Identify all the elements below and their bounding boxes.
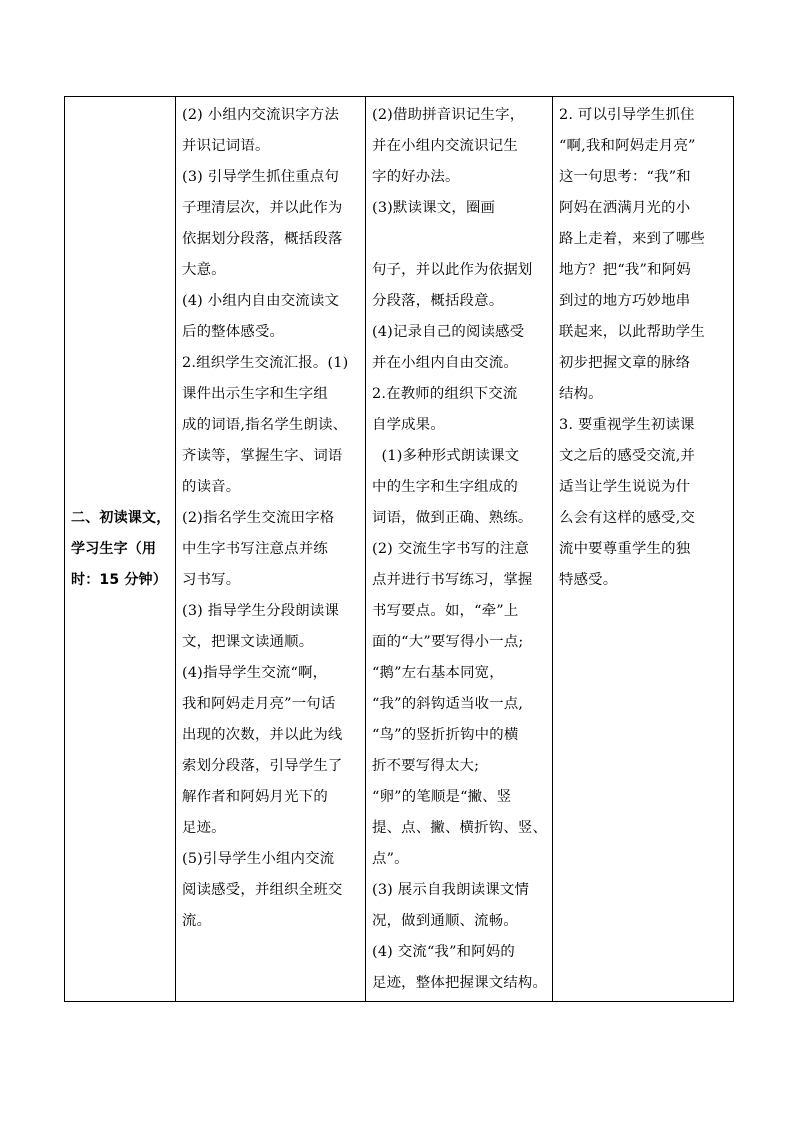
teacher-activity-line: 出现的次数，并以此为线 [182, 727, 343, 743]
teacher-activity-line: 课件出示生字和生字组 [182, 386, 328, 402]
design-intent-line: 适当让学生说说为什 [559, 479, 691, 495]
teacher-activity-line: (5)引导学生小组内交流 [182, 851, 335, 867]
student-activity-line: 书写要点。如，“牵”上 [372, 603, 519, 619]
design-intent-line: 2. 可以引导学生抓住 [559, 107, 695, 123]
teacher-activity-line: 流。 [182, 913, 212, 929]
teacher-activity-line: 足迹。 [182, 820, 226, 836]
student-activity-line: 字的好办法。 [372, 169, 460, 185]
teacher-activity-line: (2) 小组内交流识字方法 [182, 107, 340, 123]
student-activity-line: 2.在教师的组织下交流 [372, 386, 518, 402]
design-intent-line: “啊,我和阿妈走月亮” [559, 138, 696, 154]
teacher-activity-line: 解作者和阿妈月光下的 [182, 789, 328, 805]
teacher-activity-line: 阅读感受，并组织全班交 [182, 882, 343, 898]
teacher-activity-line: 子理清层次，并以此作为 [182, 200, 343, 216]
student-activity-line: 点并进行书写练习，掌握 [372, 572, 533, 588]
teacher-activity-line: 大意。 [182, 262, 226, 278]
design-intent-line: 地方？把“我”和阿妈 [559, 262, 691, 278]
student-activity-line: 并在小组内交流识记生 [372, 138, 518, 154]
teacher-activity-line: 我和阿妈走月亮”一句话 [182, 696, 336, 712]
teacher-activity-line: 后的整体感受。 [182, 324, 285, 340]
teacher-activity-line: 中生字书写注意点并练 [182, 541, 328, 557]
student-activity-line: 中的生字和生字组成的 [372, 479, 518, 495]
teacher-activity-line: 并识记词语。 [182, 138, 270, 154]
teacher-activity-cell [176, 97, 366, 1002]
lesson-plan-table [64, 96, 734, 1002]
student-activity-line: (3) 展示自我朗读课文情 [372, 882, 530, 898]
student-activity-line: (4)记录自己的阅读感受 [372, 324, 525, 340]
teacher-activity-line: (3) 引导学生抓住重点句 [182, 169, 340, 185]
design-intent-line: 特感受。 [559, 572, 618, 588]
student-activity-line: (2)借助拼音识记生字， [372, 107, 525, 123]
teacher-activity-line: (4)指导学生交流“啊， [182, 665, 328, 681]
student-activity-line: “我”的斜钩适当收一点, [372, 696, 524, 712]
teacher-activity-line: 的读音。 [182, 479, 241, 495]
section-title-line: 二、初读课文， [71, 509, 171, 526]
design-intent-line: 初步把握文章的脉络 [559, 355, 691, 371]
design-intent-line: 到过的地方巧妙地串 [559, 293, 691, 309]
design-intent-line: 3. 要重视学生初读课 [559, 417, 695, 433]
design-intent-line: 结构。 [559, 386, 603, 402]
student-activity-line: (3)默读课文，圈画 [372, 200, 496, 216]
teacher-activity-line: (4) 小组内自由交流读文 [182, 293, 340, 309]
design-intent-line: 路上走着，来到了哪些 [559, 231, 705, 247]
student-activity-line: 足迹，整体把握课文结构。 [372, 975, 548, 991]
student-activity-cell [366, 97, 553, 1002]
design-intent-line: 么会有这样的感受,交 [559, 510, 696, 526]
student-activity-line: 并在小组内自由交流。 [372, 355, 518, 371]
design-intent-cell [553, 97, 734, 1002]
teacher-activity-line: (3) 指导学生分段朗读课 [182, 603, 340, 619]
section-title [65, 503, 170, 596]
teacher-activity-line: 齐读等，掌握生字、词语 [182, 448, 343, 464]
teacher-activity-line: (2)指名学生交流田字格 [182, 510, 335, 526]
table-row [65, 97, 734, 1002]
student-activity-line: (2) 交流生字书写的注意 [372, 541, 530, 557]
teacher-activity-line: 成的词语,指名学生朗读、 [182, 417, 348, 433]
design-intent-line: 联起来，以此帮助学生 [559, 324, 705, 340]
section-title-cell [65, 97, 176, 1002]
design-intent-line: 流中要尊重学生的独 [559, 541, 691, 557]
student-activity-line: 提、点、撇、横折钩、竖、 [372, 820, 548, 836]
student-activity-line: (1)多种形式朗读课文 [372, 448, 520, 464]
teacher-activity-line: 2.组织学生交流汇报。(1) [182, 355, 349, 371]
design-intent-line: 这一句思考：“我”和 [559, 169, 691, 185]
student-activity-line: “鸟”的竖折折钩中的横 [372, 727, 519, 743]
student-activity-line: 分段落，概括段意。 [372, 293, 504, 309]
section-title-line: 学习生字（用 [71, 540, 157, 557]
student-activity-line: “鹅”左右基本同宽， [372, 665, 504, 681]
teacher-activity-line: 文，把课文读通顺。 [182, 634, 314, 650]
student-activity-line: 点”。 [372, 851, 409, 867]
blank-gap [372, 224, 548, 255]
teacher-activity-line: 索划分段落，引导学生了 [182, 758, 343, 774]
student-activity-line: 面的“大”要写得小一点; [372, 634, 524, 650]
design-intent-line: 阿妈在洒满月光的小 [559, 200, 691, 216]
student-activity-line: 折不要写得太大; [372, 758, 480, 774]
student-activity-line: 词语，做到正确、熟练。 [372, 510, 533, 526]
design-intent-line: 文之后的感受交流,并 [559, 448, 696, 464]
student-activity-line: 自学成果。 [372, 417, 445, 433]
student-activity-line: 句子，并以此作为依据划 [372, 262, 533, 278]
teacher-activity-line: 习书写。 [182, 572, 241, 588]
student-activity-line: (4) 交流“我”和阿妈的 [372, 944, 516, 960]
student-activity-line: “卵”的笔顺是“撇、竖 [372, 789, 512, 805]
section-title-line: 时：15 分钟） [71, 571, 167, 588]
teacher-activity-line: 依据划分段落，概括段落 [182, 231, 343, 247]
student-activity-line: 况，做到通顺、流畅。 [372, 913, 518, 929]
